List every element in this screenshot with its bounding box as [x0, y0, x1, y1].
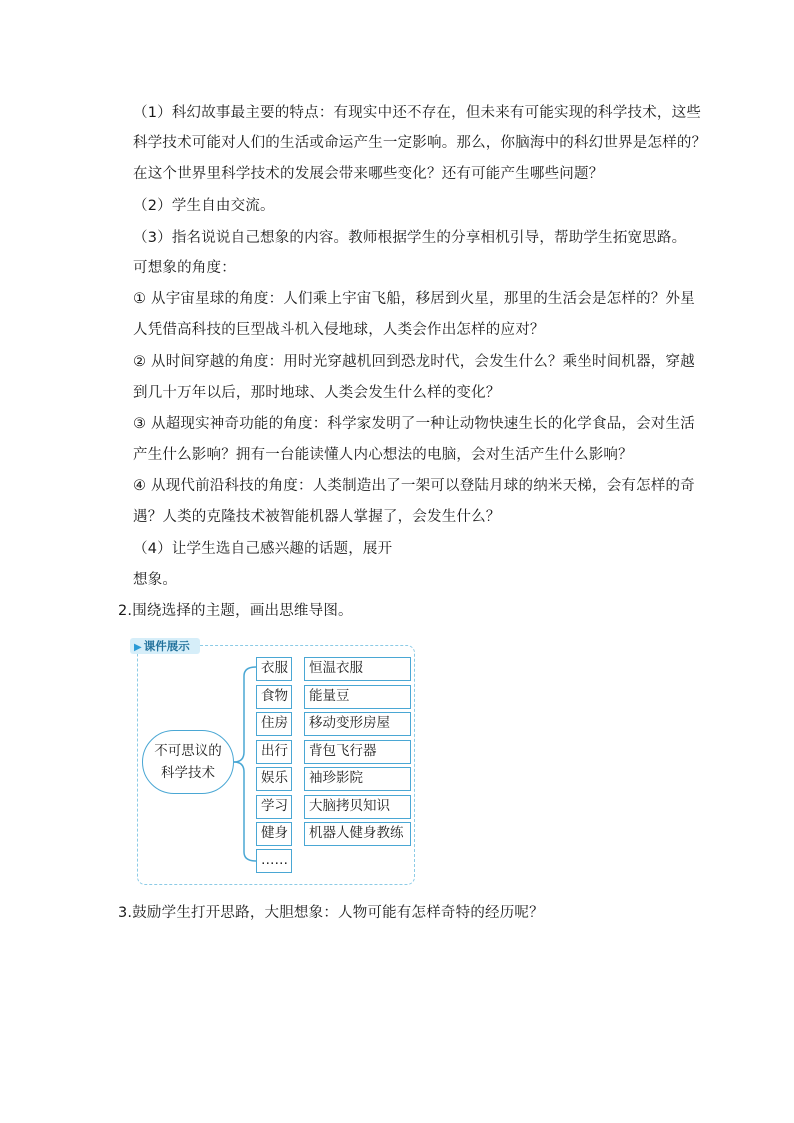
para-1-line-2: 科学技术可能对人们的生活或命运产生一定影响。那么，你脑海中的科幻世界是怎样的？: [133, 135, 707, 151]
para-4: 可想象的角度：: [133, 260, 236, 276]
para-8-line-2: 遇？人类的克隆技术被智能机器人掌握了，会发生什么？: [133, 509, 501, 525]
para-9-line-1: （4）让学生选自己感兴趣的话题，展开: [133, 541, 393, 557]
courseware-tag-label: 课件展示: [143, 639, 190, 653]
tech-housing: 移动变形房屋: [304, 712, 411, 736]
tech-clothing: 恒温衣服: [304, 657, 411, 681]
para-6-line-2: 到几十万年以后，那时地球、人类会发生什么样的变化？: [133, 385, 501, 401]
para-9-line-2: 想象。: [133, 572, 178, 588]
tech-travel: 背包飞行器: [304, 740, 411, 764]
para-5-line-2: 人凭借高科技的巨型战斗机入侵地球，人类会作出怎样的应对？: [133, 322, 545, 338]
category-food: 食物: [256, 685, 292, 709]
category-clothing: 衣服: [256, 657, 292, 681]
step-3-heading: 3.鼓励学生打开思路，大胆想象：人物可能有怎样奇特的经历呢？: [118, 905, 544, 921]
mindmap-root-line-1: 不可思议的: [154, 743, 222, 759]
para-2: （2）学生自由交流。: [133, 198, 275, 214]
tech-entertainment: 袖珍影院: [304, 767, 411, 791]
para-6-line-1: ② 从时间穿越的角度：用时光穿越机回到恐龙时代，会发生什么？乘坐时间机器，穿越: [133, 354, 695, 370]
category-entertainment: 娱乐: [256, 767, 292, 791]
para-7-line-2: 产生什么影响？拥有一台能读懂人内心想法的电脑，会对生活产生什么影响？: [133, 447, 633, 463]
tech-food: 能量豆: [304, 685, 411, 709]
para-7-line-1: ③ 从超现实神奇功能的角度：科学家发明了一种让动物快速生长的化学食品，会对生活: [133, 416, 695, 432]
para-1-line-3: 在这个世界里科学技术的发展会带来哪些变化？还有可能产生哪些问题？: [133, 166, 604, 182]
category-more: ……: [256, 849, 292, 873]
mindmap-root-node: [142, 730, 234, 794]
tech-fitness: 机器人健身教练: [304, 822, 411, 846]
category-study: 学习: [256, 795, 292, 819]
para-1-line-1: （1）科幻故事最主要的特点：有现实中还不存在，但未来有可能实现的科学技术，这些: [133, 105, 702, 121]
category-travel: 出行: [256, 740, 292, 764]
para-3: （3）指名说说自己想象的内容。教师根据学生的分享相机引导，帮助学生拓宽思路。: [133, 230, 687, 246]
tech-study: 大脑拷贝知识: [304, 795, 411, 819]
play-triangle-icon: ▶: [134, 642, 142, 653]
category-fitness: 健身: [256, 822, 292, 846]
category-housing: 住房: [256, 712, 292, 736]
para-5-line-1: ① 从宇宙星球的角度：人们乘上宇宙飞船，移居到火星，那里的生活会是怎样的？外星: [133, 291, 695, 307]
para-8-line-1: ④ 从现代前沿科技的角度：人类制造出了一架可以登陆月球的纳米天梯，会有怎样的奇: [133, 478, 695, 494]
step-2-heading: 2.围绕选择的主题，画出思维导图。: [118, 603, 353, 619]
mindmap-root-line-2: 科学技术: [161, 765, 215, 781]
